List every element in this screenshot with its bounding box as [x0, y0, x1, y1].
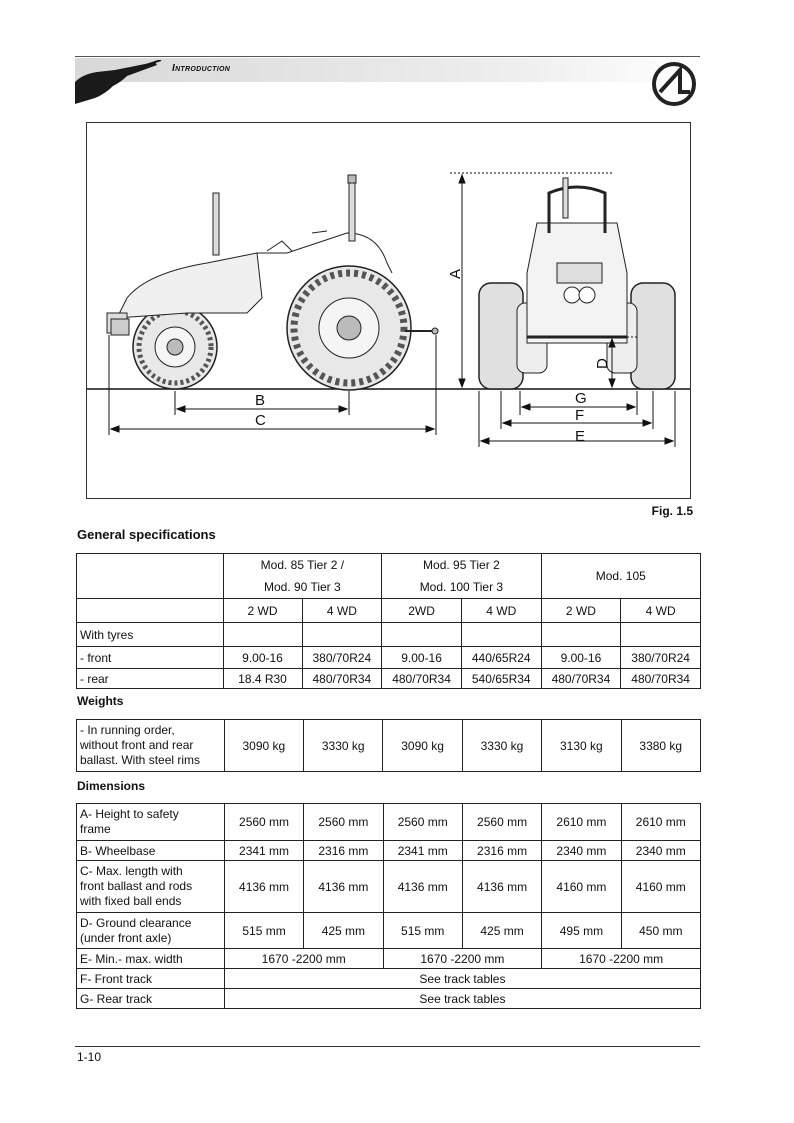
drive-cell: 4 WD — [302, 599, 382, 623]
header-rule — [75, 56, 700, 57]
label-line: front ballast and rods — [80, 879, 193, 893]
value-cell: 3090 kg — [383, 720, 462, 772]
value-cell: 425 mm — [304, 913, 383, 949]
blank-cell — [382, 623, 462, 647]
value-cell: 2560 mm — [383, 804, 462, 841]
height-label — [77, 804, 225, 841]
value-cell: 4136 mm — [304, 861, 383, 913]
model-line: Mod. 85 Tier 2 / — [260, 558, 345, 572]
value-cell: 9.00-16 — [223, 647, 302, 669]
front-track-row — [77, 969, 701, 989]
height-row — [77, 804, 701, 841]
label-d: D — [594, 358, 611, 369]
blank-cell — [621, 623, 701, 647]
value-cell: 9.00-16 — [541, 647, 621, 669]
value-cell: 480/70R34 — [382, 669, 462, 689]
label-e: E — [575, 428, 586, 445]
label-line: ballast. With steel rims — [80, 753, 201, 767]
value-cell: 2316 mm — [462, 841, 541, 861]
value-cell: 380/70R24 — [621, 647, 701, 669]
footer-rule — [75, 1046, 700, 1047]
model-line: Mod. 95 Tier 2 — [423, 558, 500, 572]
value-cell: 480/70R34 — [302, 669, 382, 689]
value-cell: 4136 mm — [224, 861, 303, 913]
label-c: C — [255, 412, 266, 429]
label-f: F — [575, 407, 585, 424]
label-line: frame — [80, 822, 111, 836]
with-tyres-row — [77, 623, 701, 647]
dimensions-title: Dimensions — [77, 779, 146, 793]
model-header-105 — [541, 554, 700, 599]
rear-track-label: G- Rear track — [77, 989, 225, 1009]
figure-caption: Fig. 1.5 — [651, 504, 693, 518]
drive-cell: 2WD — [382, 599, 462, 623]
value-cell: 495 mm — [542, 913, 621, 949]
clearance-label — [77, 913, 225, 949]
label-line: (under front axle) — [80, 930, 172, 945]
rear-track-row — [77, 989, 701, 1009]
model-line: Mod. 105 — [595, 569, 646, 583]
value-cell: 2610 mm — [621, 804, 700, 841]
drive-cell: 4 WD — [621, 599, 701, 623]
label-a: A — [447, 268, 464, 279]
value-cell: 3130 kg — [542, 720, 621, 772]
length-row — [77, 861, 701, 913]
drive-row — [77, 599, 701, 623]
model-line: Mod. 100 Tier 3 — [419, 580, 504, 594]
width-row — [77, 949, 701, 969]
value-cell: 2341 mm — [224, 841, 303, 861]
page-number: 1-10 — [77, 1050, 102, 1064]
header-band — [75, 58, 700, 82]
weights-title: Weights — [77, 694, 124, 708]
clearance-row — [77, 913, 701, 949]
value-cell: 4160 mm — [542, 861, 621, 913]
length-label — [77, 861, 225, 913]
value-cell: 480/70R34 — [541, 669, 621, 689]
value-cell: 2340 mm — [542, 841, 621, 861]
value-cell: 4160 mm — [621, 861, 700, 913]
section-title: Introduction — [172, 63, 231, 74]
value-cell: 2560 mm — [462, 804, 541, 841]
value-cell: See track tables — [224, 969, 700, 989]
value-cell: 1670 -2200 mm — [542, 949, 701, 969]
value-cell: 440/65R24 — [461, 647, 541, 669]
rear-tyres-label: - rear — [77, 669, 224, 689]
dimensions-table — [76, 803, 701, 1009]
drive-cell: 4 WD — [461, 599, 541, 623]
label-line: with fixed ball ends — [80, 894, 182, 908]
model-header-row — [77, 554, 701, 599]
label-line: C- Max. length with — [80, 864, 183, 878]
tractor-front-view — [479, 178, 675, 389]
general-specifications-title: General specifications — [77, 527, 216, 542]
value-cell: 4136 mm — [383, 861, 462, 913]
blank-cell — [223, 623, 302, 647]
running-order-row — [77, 720, 701, 772]
label-line: D- Ground clearance — [80, 915, 192, 930]
with-tyres-label: With tyres — [77, 623, 224, 647]
running-order-label — [77, 720, 225, 772]
label-b: B — [255, 392, 266, 409]
value-cell: 425 mm — [462, 913, 541, 949]
blank-cell — [461, 623, 541, 647]
model-header-85-90 — [223, 554, 382, 599]
value-cell: 515 mm — [383, 913, 462, 949]
weights-table — [76, 719, 701, 772]
value-cell: 2341 mm — [383, 841, 462, 861]
tractor-diagram — [87, 123, 690, 498]
value-cell: 2340 mm — [621, 841, 700, 861]
value-cell: 480/70R34 — [621, 669, 701, 689]
brand-logo-icon — [650, 62, 698, 106]
front-tyres-label: - front — [77, 647, 224, 669]
value-cell: 2560 mm — [224, 804, 303, 841]
value-cell: 380/70R24 — [302, 647, 382, 669]
value-cell: 450 mm — [621, 913, 700, 949]
value-cell: 9.00-16 — [382, 647, 462, 669]
value-cell: 515 mm — [224, 913, 303, 949]
front-tyres-row — [77, 647, 701, 669]
value-cell: 2316 mm — [304, 841, 383, 861]
wheelbase-row — [77, 841, 701, 861]
value-cell: 4136 mm — [462, 861, 541, 913]
front-track-label: F- Front track — [77, 969, 225, 989]
blank-cell — [302, 623, 382, 647]
model-header-95-100 — [382, 554, 541, 599]
value-cell: 1670 -2200 mm — [383, 949, 542, 969]
label-line: without front and rear — [80, 738, 194, 752]
value-cell: 540/65R34 — [461, 669, 541, 689]
page-header — [75, 56, 700, 106]
value-cell: See track tables — [224, 989, 700, 1009]
value-cell: 18.4 R30 — [223, 669, 302, 689]
blank-cell — [541, 623, 621, 647]
value-cell: 3380 kg — [621, 720, 700, 772]
general-specs-table — [76, 553, 701, 689]
value-cell: 3330 kg — [462, 720, 541, 772]
drive-cell: 2 WD — [541, 599, 621, 623]
value-cell: 3330 kg — [304, 720, 383, 772]
blank-header-cell — [77, 554, 224, 599]
tractor-dimensions-figure — [86, 122, 691, 499]
value-cell: 2560 mm — [304, 804, 383, 841]
label-line: A- Height to safety — [80, 807, 179, 821]
value-cell: 1670 -2200 mm — [224, 949, 383, 969]
label-g: G — [575, 390, 587, 407]
value-cell: 3090 kg — [224, 720, 303, 772]
model-line: Mod. 90 Tier 3 — [263, 580, 341, 594]
tractor-side-view — [107, 175, 438, 390]
pointing-hand-icon — [75, 60, 165, 104]
drive-cell: 2 WD — [223, 599, 302, 623]
rear-tyres-row — [77, 669, 701, 689]
label-line: - In running order, — [80, 723, 175, 737]
width-label: E- Min.- max. width — [77, 949, 225, 969]
value-cell: 2610 mm — [542, 804, 621, 841]
wheelbase-label: B- Wheelbase — [77, 841, 225, 861]
blank-cell — [77, 599, 224, 623]
